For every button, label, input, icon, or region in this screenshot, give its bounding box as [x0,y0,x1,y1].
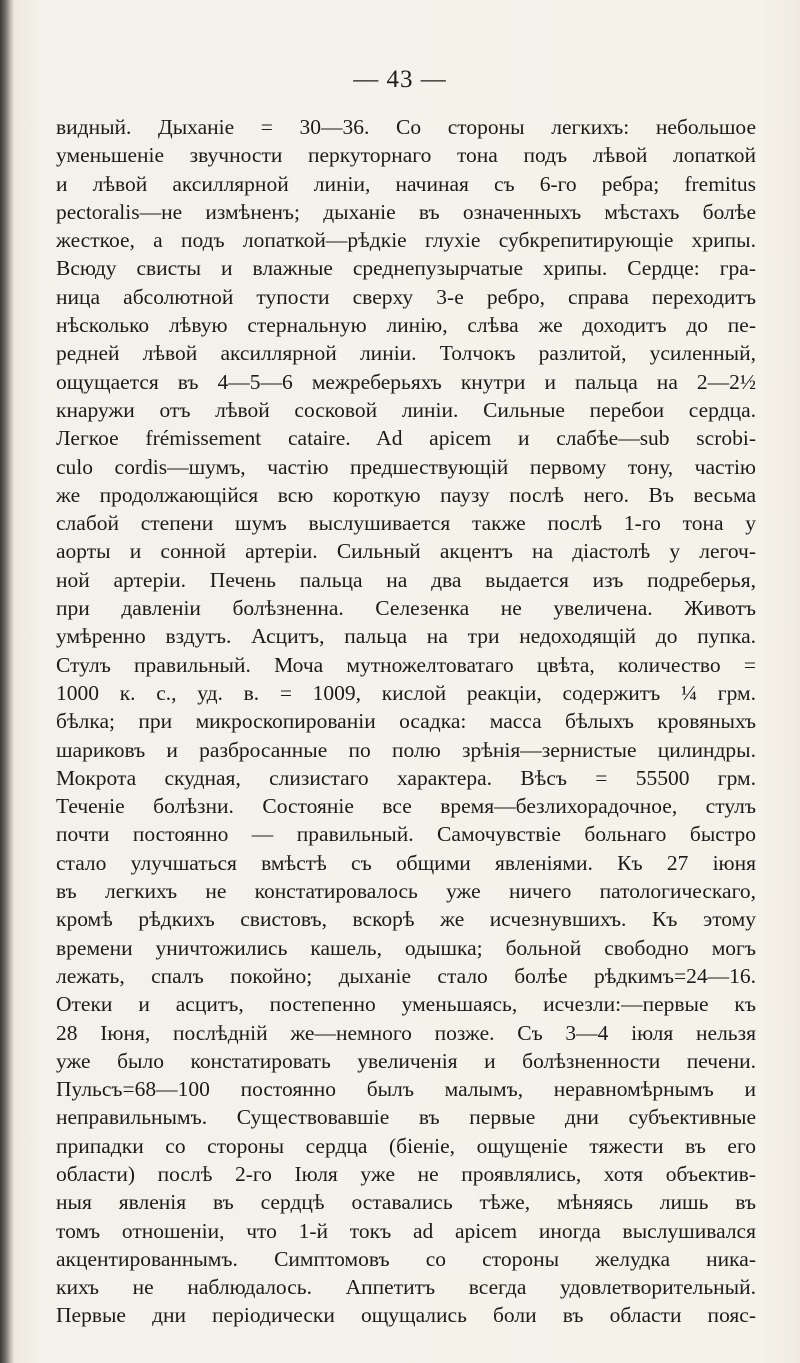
text-line: томъ отношеніи, что 1-й токъ ad apicem иногда выслушивался [56,1218,756,1243]
text-line: шариковъ и разбросанные по полю зрѣнія—зернистые цилиндры. [56,737,756,762]
text-line: ощущается въ 4—5—6 межреберьяхъ кнутри и пальца на 2—2½ [56,369,756,394]
text-line: бѣлка; при микроскопированіи осадка: масса бѣлыхъ кровяныхъ [56,709,756,734]
text-line: Всюду свисты и влажные среднепузырчатые хрипы. Сердце: гра- [56,256,756,281]
text-line: лежать, спалъ покойно; дыханіе стало болѣе рѣдкимъ=24—16. [56,963,756,988]
text-line: жесткое, а подъ лопаткой—рѣдкіе глухіе субкрепитирующіе хрипы. [56,228,756,253]
page-number: — 43 — [353,66,447,93]
text-line: аорты и сонной артеріи. Сильный акцентъ на діастолѣ у легоч- [56,539,756,564]
page-spine-shadow [0,0,14,1363]
text-line: Теченіе болѣзни. Состояніе все время—безлихорадочное, стулъ [56,794,756,819]
text-line: умѣренно вздутъ. Асцитъ, пальца на три недоходящій до пупка. [56,624,756,649]
text-line: акцентированнымъ. Симптомовъ со стороны желудка ника- [56,1246,756,1271]
text-line: при давленіи болѣзненна. Селезенка не увеличена. Животъ [56,596,756,621]
text-line: culo cordis—шумъ, частію предшествующій первому тону, частію [56,454,756,479]
text-line: видный. Дыханіе = 30—36. Со стороны легкихъ: небольшое [56,115,756,139]
text-line: уже было констатировать увеличенія и болѣзненности печени. [56,1048,756,1073]
text-line: и лѣвой аксиллярной линіи, начиная съ 6-го ребра; fremitus [56,171,756,196]
text-line: ной артеріи. Печень пальца на два выдается изъ подреберья, [56,567,756,592]
text-line: же продолжающійся всю короткую паузу послѣ него. Въ весьма [56,482,756,507]
text-line: редней лѣвой аксиллярной линіи. Толчокъ разлитой, усиленный, [56,341,756,366]
text-line: Стулъ правильный. Моча мутножелтоватаго цвѣта, количество = [56,652,756,677]
text-line: кромѣ рѣдкихъ свистовъ, вскорѣ же исчезнувшихъ. Къ этому [56,907,756,932]
text-line: Первые дни періодически ощущались боли въ области пояс- [56,1303,756,1328]
text-line: слабой степени шумъ выслушивается также послѣ 1-го тона у [56,511,756,536]
text-line: области) послѣ 2-го Іюля уже не проявлялись, хотя объектив- [56,1161,756,1186]
text-line: 1000 к. с., уд. в. = 1009, кислой реакціи, содержитъ ¼ грм. [56,680,756,705]
text-line: ныя явленія въ сердцѣ оставались тѣже, мѣняясь лишь въ [56,1190,756,1215]
text-line: въ легкихъ не констатировалось уже ничего патологическаго, [56,879,756,904]
text-line: Отеки и асцитъ, постепенно уменьшаясь, исчезли:—первые къ [56,992,756,1017]
text-line: неправильнымъ. Существовавшіе въ первые дни субъективные [56,1105,756,1130]
text-line: кихъ не наблюдалось. Аппетитъ всегда удовлетворительный. [56,1275,756,1300]
text-line: времени уничтожились кашель, одышка; больной свободно могъ [56,935,756,960]
text-line: Мокрота скудная, слизистаго характера. Вѣсъ = 55500 грм. [56,765,756,790]
text-line: кнаружи отъ лѣвой сосковой линіи. Сильные перебои сердца. [56,397,756,422]
text-line: почти постоянно — правильный. Самочувствіе больнаго быстро [56,822,756,847]
text-line: 28 Іюня, послѣдній же—немного позже. Съ 3—4 іюля нельзя [56,1020,756,1045]
text-line: Легкое frémissement cataire. Ad apicem и слабѣе—sub scrobi- [56,426,756,451]
text-line: ница абсолютной тупости сверху 3-е ребро, справа переходитъ [56,284,756,309]
text-line: припадки со стороны сердца (біеніе, ощущеніе тяжести въ его [56,1133,756,1158]
text-line: нѣсколько лѣвую стернальную линію, слѣва же доходитъ до пе- [56,313,756,338]
text-line: уменьшеніе звучности перкуторнаго тона подъ лѣвой лопаткой [56,143,756,168]
text-line: Пульсъ=68—100 постоянно былъ малымъ, неравномѣрнымъ и [56,1077,756,1102]
text-line: pectoralis—не измѣненъ; дыханіе въ означенныхъ мѣстахъ болѣе [56,199,756,224]
body-text [56,113,756,1330]
text-line: стало улучшаться вмѣстѣ съ общими явленіями. Къ 27 іюня [56,850,756,875]
